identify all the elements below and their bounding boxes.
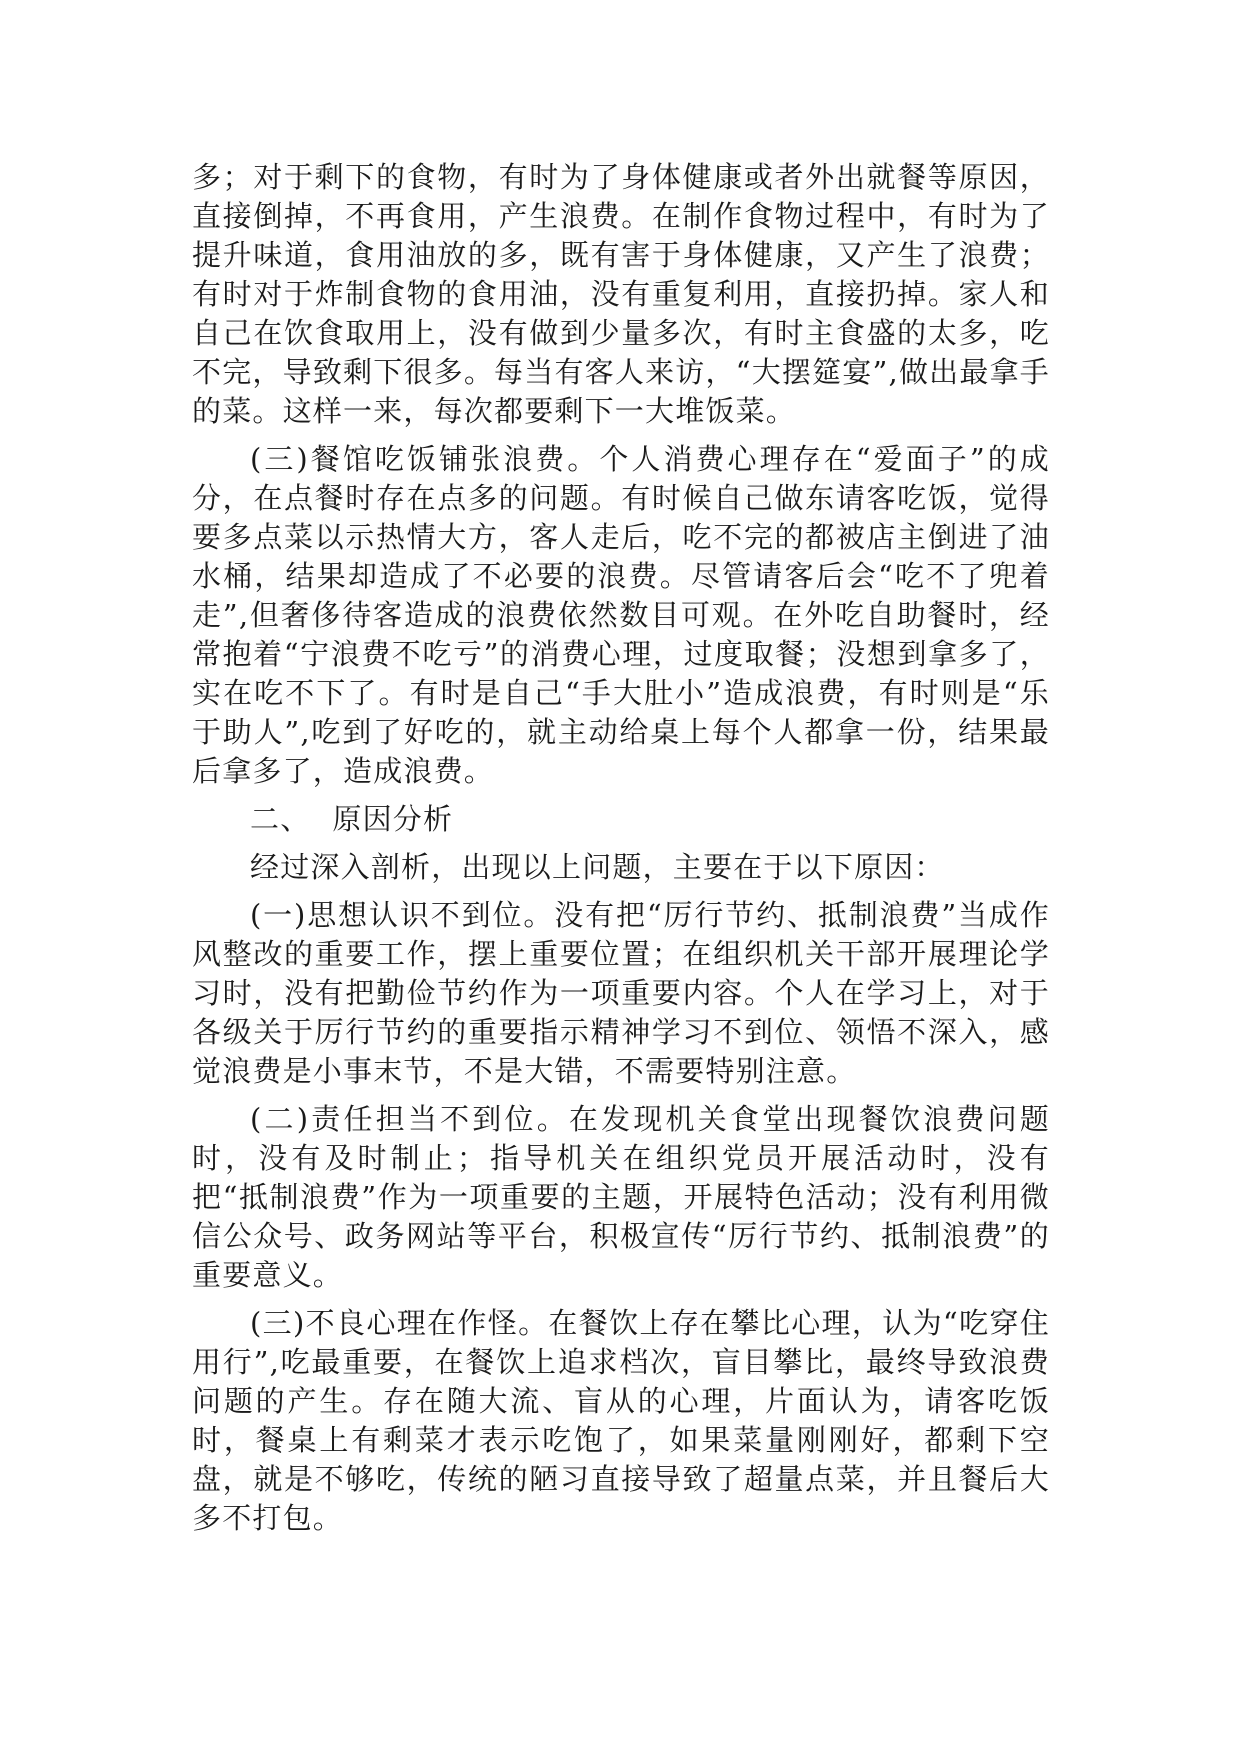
paragraph-intro: 经过深入剖析，出现以上问题，主要在于以下原因： bbox=[250, 850, 945, 884]
section-heading-title: 原因分析 bbox=[332, 802, 454, 836]
paragraph-restaurant-waste: (三)餐馆吃饭铺张浪费。个人消费心理存在“爱面子”的成分，在点餐时存在点多的问题。有时候自己做东请客吃饭，觉得要多点菜以示热情大方，客人走后，吃不完的都被店主倒进了油水桶，结果却造成了不必要的浪费。尽管请客后会“吃不了兜着走”,但奢侈待客造成的浪费依然数目可观。在外吃自助餐时，经常抱着“宁浪费不吃亏”的消费心理，过度取餐；没想到拿多了，实在吃不下了。有时是自己“手大肚小”造成浪费，有时则是“乐于助人”,吃到了好吃的，就主动给桌上每个人都拿一份，结果最后拿多了，造成浪费。 bbox=[192, 442, 1050, 788]
paragraph-thinking: (一)思想认识不到位。没有把“厉行节约、抵制浪费”当成作风整改的重要工作，摆上重要位置；在组织机关干部开展理论学习时，没有把勤俭节约作为一项重要内容。个人在学习上，对于各级关于厉行节约的重要指示精神学习不到位、领悟不深入，感觉浪费是小事末节，不是大错，不需要特别注意。 bbox=[192, 898, 1050, 1088]
section-heading-number: 二、 bbox=[250, 802, 311, 836]
document-body bbox=[192, 158, 1050, 1547]
section-heading bbox=[192, 800, 1050, 839]
paragraph-responsibility: (二)责任担当不到位。在发现机关食堂出现餐饮浪费问题时，没有及时制止；指导机关在组织党员开展活动时，没有把“抵制浪费”作为一项重要的主题，开展特色活动；没有利用微信公众号、政务网站等平台，积极宣传“厉行节约、抵制浪费”的重要意义。 bbox=[192, 1102, 1050, 1292]
paragraph-mentality: (三)不良心理在作怪。在餐饮上存在攀比心理，认为“吃穿住用行”,吃最重要，在餐饮上追求档次，盲目攀比，最终导致浪费问题的产生。存在随大流、盲从的心理，片面认为，请客吃饭时，餐桌上有剩菜才表示吃饱了，如果菜量刚刚好，都剩下空盘，就是不够吃，传统的陋习直接导致了超量点菜，并且餐后大多不打包。 bbox=[192, 1306, 1050, 1535]
paragraph-continued: 多；对于剩下的食物，有时为了身体健康或者外出就餐等原因，直接倒掉，不再食用，产生浪费。在制作食物过程中，有时为了提升味道，食用油放的多，既有害于身体健康，又产生了浪费；有时对于炸制食物的食用油，没有重复利用，直接扔掉。家人和自己在饮食取用上，没有做到少量多次，有时主食盛的太多，吃不完，导致剩下很多。每当有客人来访，“大摆筵宴”,做出最拿手的菜。这样一来，每次都要剩下一大堆饭菜。 bbox=[192, 160, 1050, 428]
